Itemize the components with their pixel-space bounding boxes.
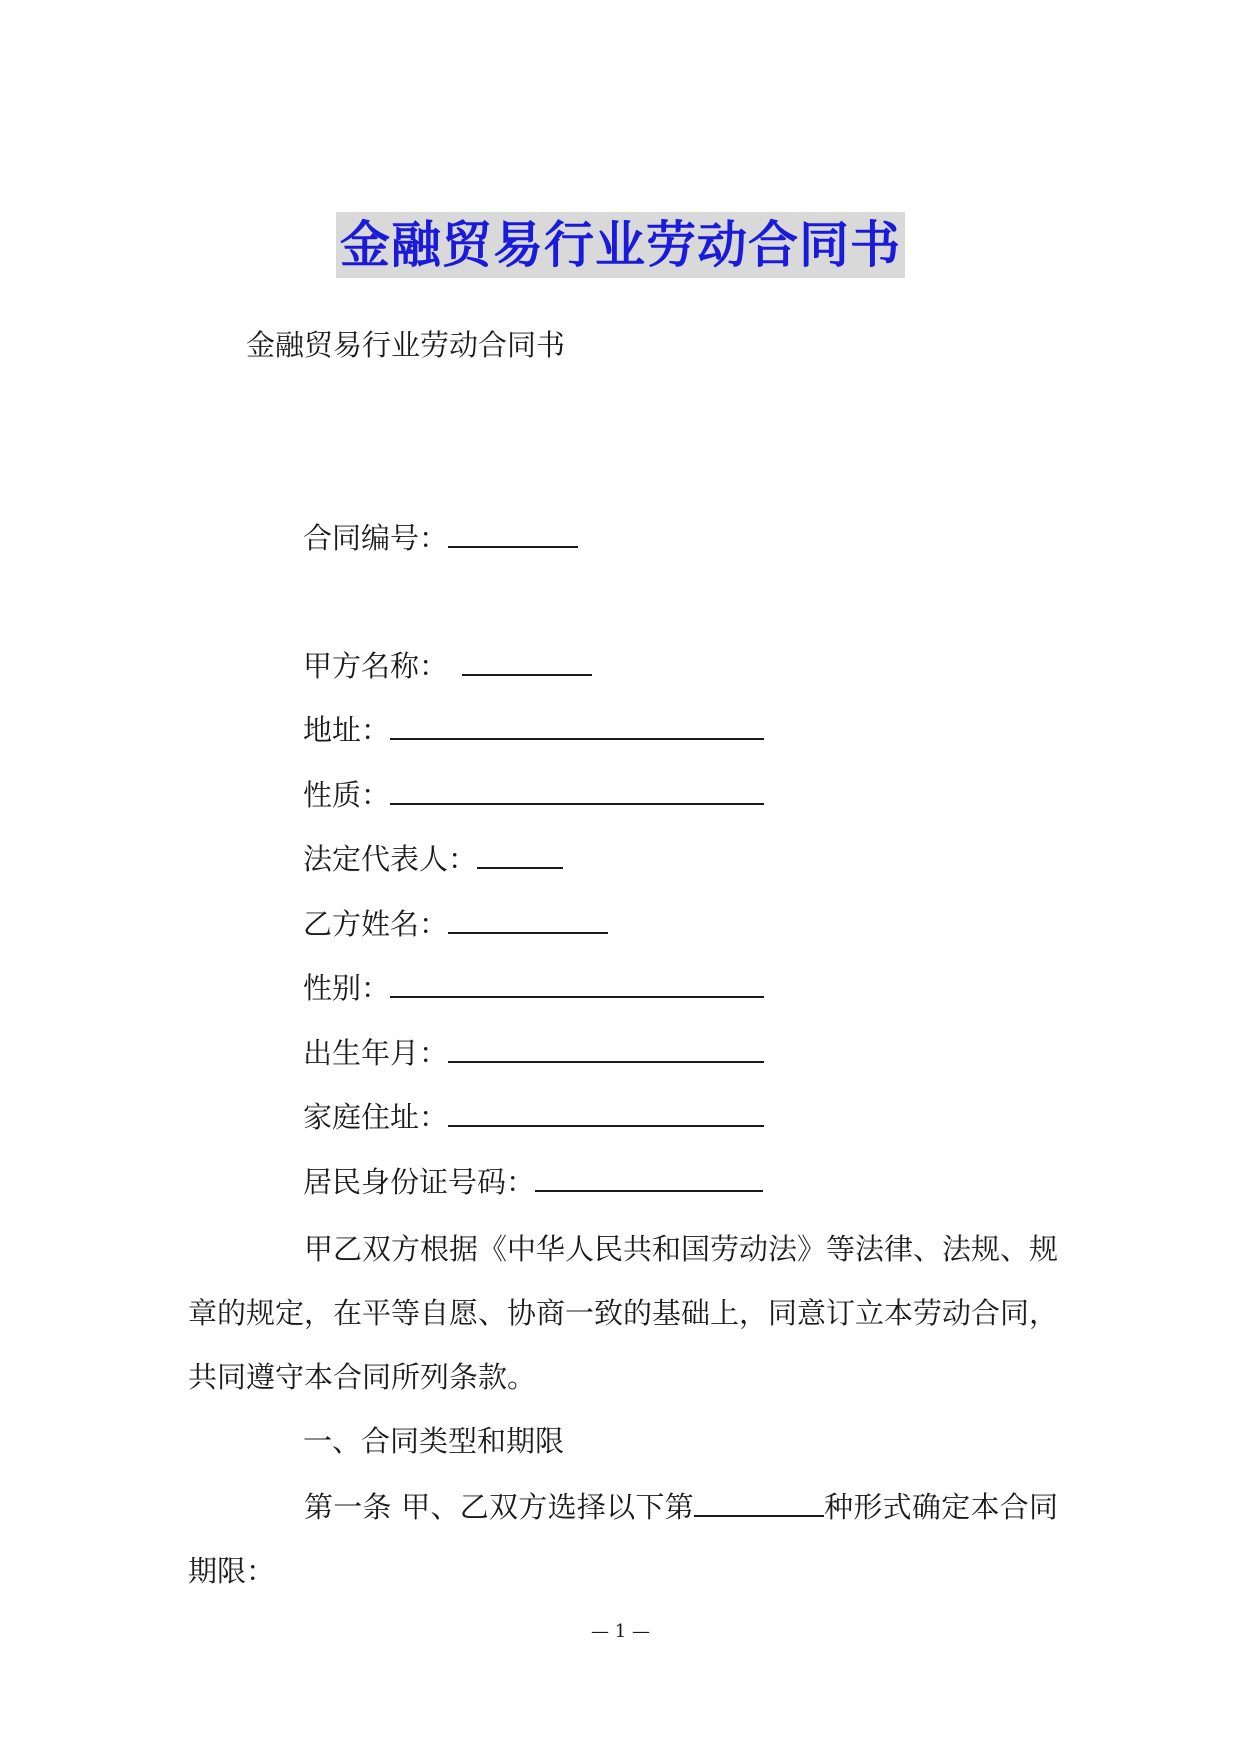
article-1 xyxy=(188,1475,1058,1603)
field-label: 居民身份证号码： xyxy=(303,1165,536,1199)
field-label: 家庭住址： xyxy=(303,1100,449,1134)
party-b-name-blank[interactable] xyxy=(448,904,608,934)
field-label: 合同编号： xyxy=(303,521,449,555)
field-label: 性质： xyxy=(303,778,391,812)
field-label: 甲方名称： xyxy=(303,649,449,683)
field-party-b-name xyxy=(303,904,608,944)
legal-representative-blank[interactable] xyxy=(477,839,563,869)
field-nature xyxy=(303,775,764,815)
gender-blank[interactable] xyxy=(390,968,764,998)
field-address xyxy=(303,710,764,750)
intro-paragraph: 甲乙双方根据《中华人民共和国劳动法》等法律、法规、规章的规定，在平等自愿、协商一致的基础上，同意订立本劳动合同，共同遵守本合同所列条款。 xyxy=(188,1232,1059,1394)
field-label: 性别： xyxy=(303,971,391,1005)
title-container xyxy=(0,212,1241,278)
field-birth-date xyxy=(303,1033,764,1073)
field-id-number xyxy=(303,1162,763,1202)
page-number: — 1 — xyxy=(591,1621,650,1642)
field-gender xyxy=(303,968,764,1008)
contract-form-blank[interactable] xyxy=(694,1487,824,1517)
party-a-name-blank[interactable] xyxy=(462,646,592,676)
section-1-heading: 一、合同类型和期限 xyxy=(303,1424,565,1458)
id-number-blank[interactable] xyxy=(535,1162,763,1192)
field-contract-number xyxy=(303,518,578,558)
nature-blank[interactable] xyxy=(390,775,764,805)
field-party-a-name xyxy=(303,646,592,686)
document-subtitle: 金融贸易行业劳动合同书 xyxy=(246,328,566,362)
article-1-text-before: 第一条 甲、乙双方选择以下第 xyxy=(304,1490,694,1524)
contract-number-blank[interactable] xyxy=(448,518,578,548)
home-address-blank[interactable] xyxy=(448,1097,764,1127)
field-label: 乙方姓名： xyxy=(303,907,449,941)
document-title: 金融贸易行业劳动合同书 xyxy=(336,212,905,278)
field-label: 出生年月： xyxy=(303,1036,449,1070)
address-blank[interactable] xyxy=(390,710,764,740)
birth-date-blank[interactable] xyxy=(448,1033,764,1063)
field-label: 法定代表人： xyxy=(303,842,478,876)
field-label: 地址： xyxy=(303,713,391,747)
field-legal-representative xyxy=(303,839,563,879)
article-1-text-after: 种形式确定本合同期限： xyxy=(188,1490,1058,1588)
field-home-address xyxy=(303,1097,764,1137)
